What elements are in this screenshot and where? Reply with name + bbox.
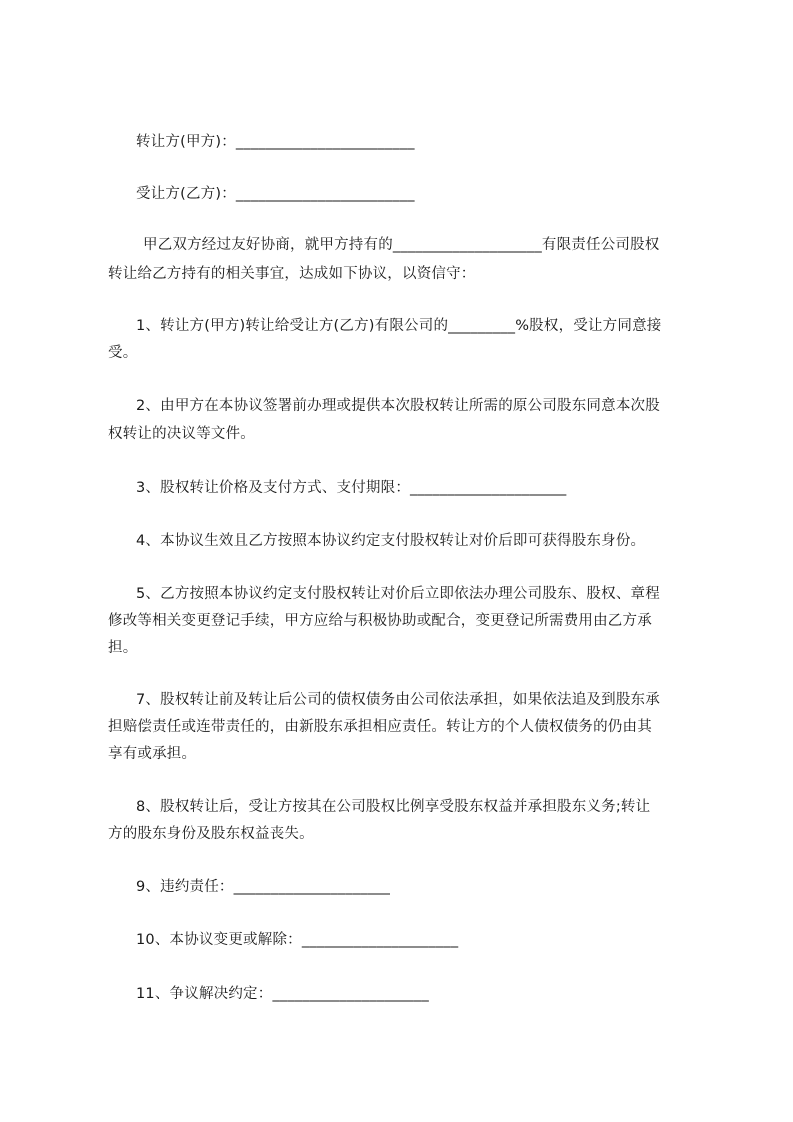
- transferee-field: 受让方(乙方)：________________________: [136, 186, 415, 202]
- clause-7-line-3: 享有或承担。: [108, 746, 197, 762]
- clause-8-line-1: 8、股权转让后，受让方按其在公司股权比例享受股东权益并承担股东义务;转让: [136, 799, 651, 815]
- clause-5-line-2: 修改等相关变更登记手续，甲方应给与积极协助或配合，变更登记所需费用由乙方承: [108, 613, 652, 629]
- clause-2-line-2: 权转让的决议等文件。: [108, 426, 255, 442]
- clause-4-line-1: 4、本协议生效且乙方按照本协议约定支付股权转让对价后即可获得股东身份。: [136, 533, 646, 549]
- clause-8-line-2: 方的股东身份及股东权益丧失。: [108, 826, 314, 842]
- intro-line-2: 转让给乙方持有的相关事宜，达成如下协议，以资信守：: [108, 266, 476, 282]
- intro-line-1: 甲乙双方经过友好协商，就甲方持有的____________________有限责任公司股权: [143, 237, 660, 253]
- transferor-field: 转让方(甲方)：________________________: [136, 134, 415, 150]
- clause-1-line-2: 受。: [108, 345, 138, 361]
- clause-9-line-1: 9、违约责任：_____________________: [136, 879, 391, 895]
- clause-5-line-3: 担。: [108, 640, 138, 656]
- clause-1-line-1: 1、转让方(甲方)转让给受让方(乙方)有限公司的_________%股权，受让方同意接: [136, 318, 662, 334]
- clause-7-line-1: 7、股权转让前及转让后公司的债权债务由公司依法承担，如果依法追及到股东承: [136, 692, 660, 708]
- clause-5-line-1: 5、乙方按照本协议约定支付股权转让对价后立即依法办理公司股东、股权、章程: [136, 586, 660, 602]
- clause-3-line-1: 3、股权转让价格及支付方式、支付期限：_____________________: [136, 480, 567, 496]
- clause-2-line-1: 2、由甲方在本协议签署前办理或提供本次股权转让所需的原公司股东同意本次股: [136, 398, 660, 414]
- clause-11-line-1: 11、争议解决约定：_____________________: [136, 986, 429, 1002]
- clause-10-line-1: 10、本协议变更或解除：_____________________: [136, 932, 459, 948]
- clause-7-line-2: 担赔偿责任或连带责任的，由新股东承担相应责任。转让方的个人债权债务的仍由其: [108, 719, 652, 735]
